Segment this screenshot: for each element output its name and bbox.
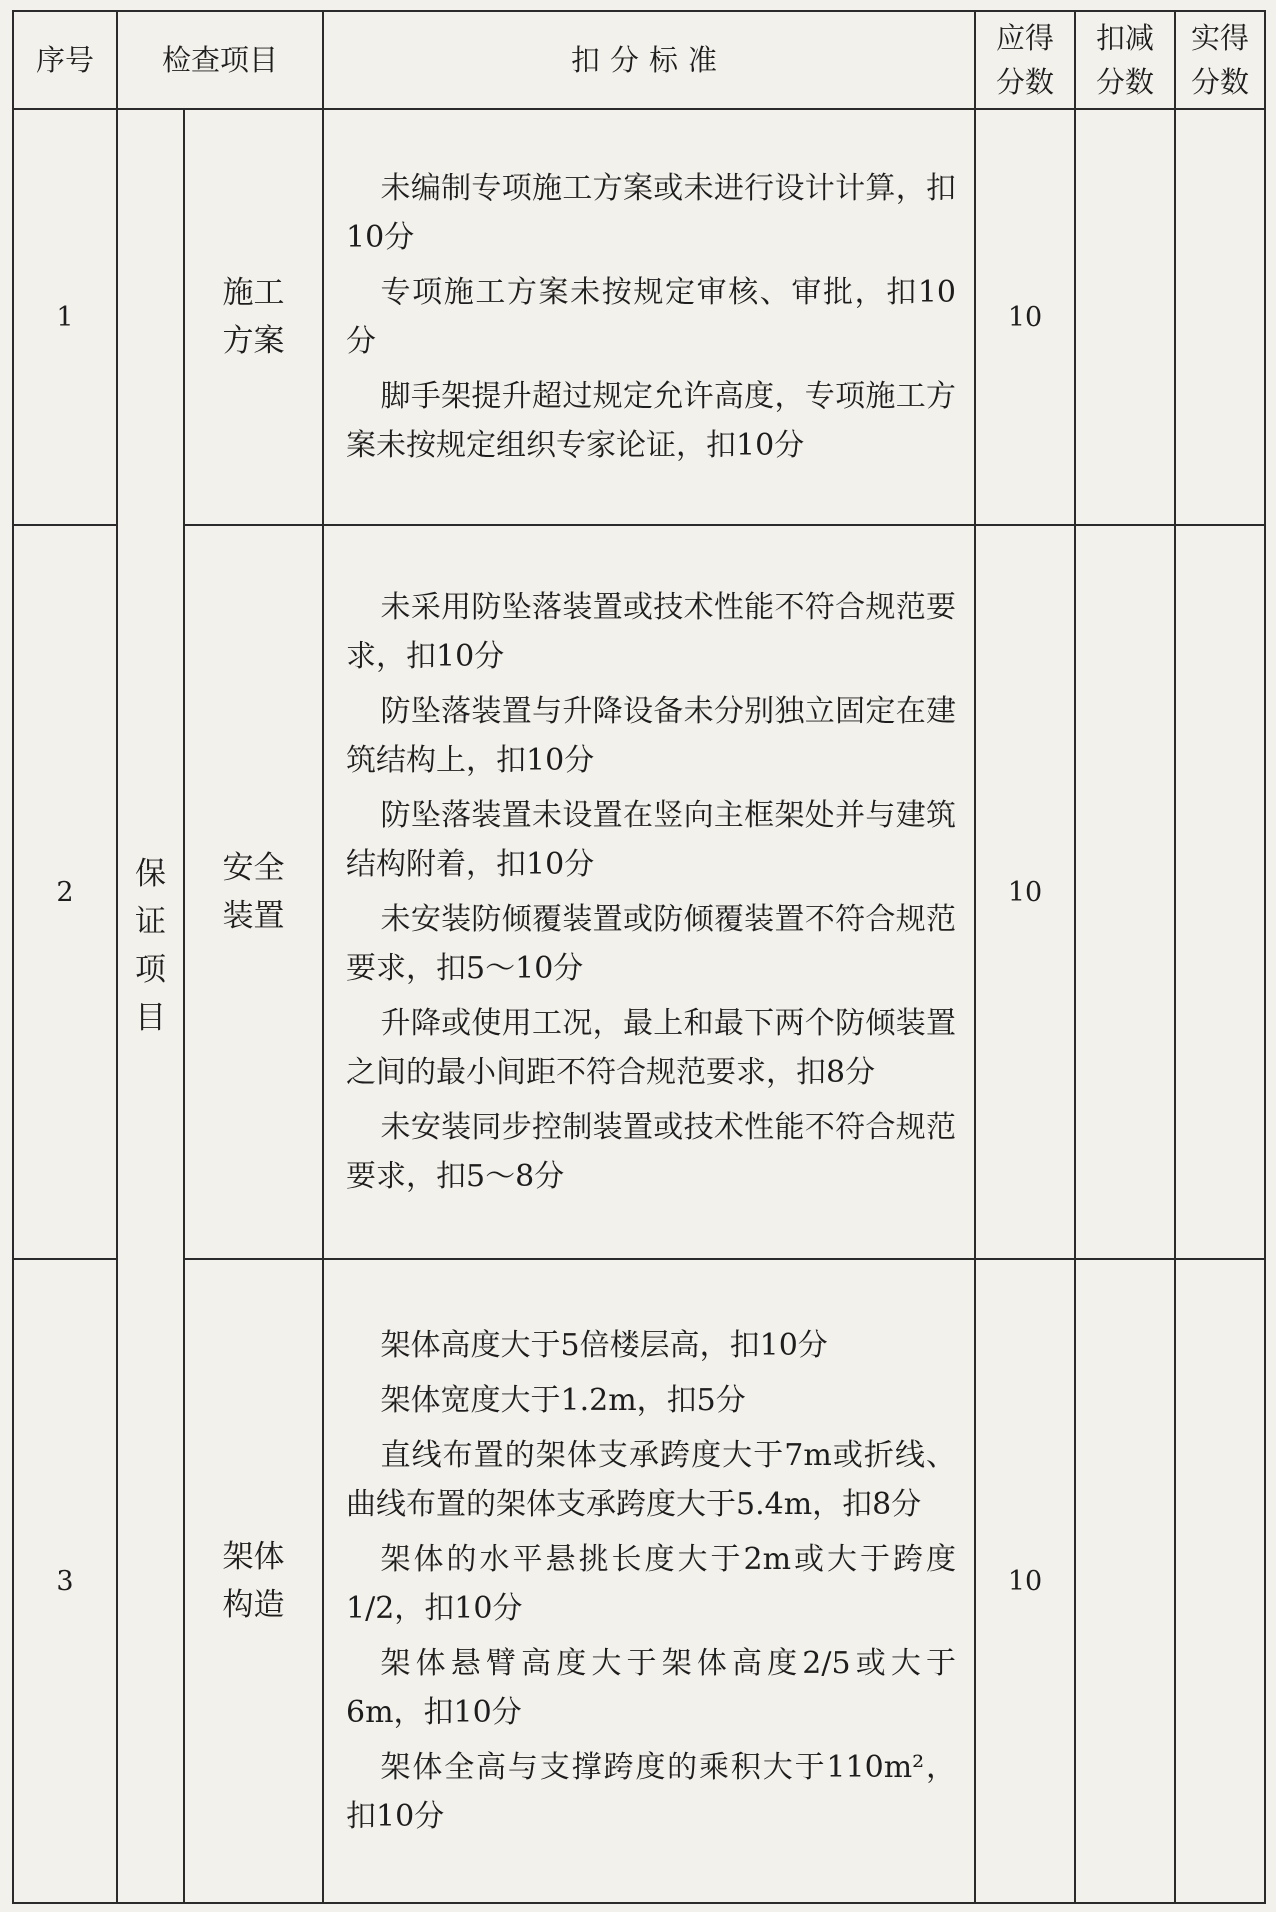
deduct-score-cell [1075, 1259, 1175, 1903]
group-label-cell [117, 109, 184, 1903]
group-label: 保证项目 [134, 856, 166, 1036]
check-item-cell [184, 525, 323, 1259]
table-row [13, 1259, 1265, 1903]
header-check-item: 检查项目 [117, 11, 323, 109]
actual-score-cell [1175, 1259, 1265, 1903]
check-item-name: 架体构造 [222, 1539, 285, 1623]
criterion-text: 脚手架提升超过规定允许高度，专项施工方案未按规定组织专家论证，扣10分 [346, 379, 957, 463]
table-row [13, 525, 1265, 1259]
actual-score-cell [1175, 109, 1265, 525]
criterion-text: 架体宽度大于1.2m，扣5分 [380, 1383, 746, 1418]
due-score: 10 [975, 109, 1075, 525]
criterion-text: 未编制专项施工方案或未进行设计计算，扣10分 [346, 171, 957, 255]
row-seq: 3 [13, 1259, 117, 1903]
criterion-text: 架体全高与支撑跨度的乘积大于110m²，扣10分 [346, 1750, 957, 1834]
deduct-score-cell [1075, 109, 1175, 525]
check-item-cell [184, 109, 323, 525]
criterion-text: 防坠落装置未设置在竖向主框架处并与建筑结构附着，扣10分 [346, 798, 957, 882]
header-due-score: 应得分数 [975, 11, 1075, 109]
header-actual-score: 实得分数 [1175, 11, 1265, 109]
row-seq: 2 [13, 525, 117, 1259]
header-deduct-score: 扣减分数 [1075, 11, 1175, 109]
criteria-cell [323, 109, 975, 525]
inspection-score-table [12, 10, 1266, 1904]
criterion-text: 未采用防坠落装置或技术性能不符合规范要求，扣10分 [346, 590, 957, 674]
table-row [13, 109, 1265, 525]
criterion-text: 直线布置的架体支承跨度大于7m或折线、曲线布置的架体支承跨度大于5.4m，扣8分 [346, 1438, 957, 1522]
check-item-cell [184, 1259, 323, 1903]
actual-score-cell [1175, 525, 1265, 1259]
check-item-name: 安全装置 [222, 850, 285, 934]
header-seq: 序号 [13, 11, 117, 109]
criterion-text: 架体的水平悬挑长度大于2m或大于跨度1/2，扣10分 [346, 1542, 957, 1626]
check-item-name: 施工方案 [222, 275, 285, 359]
header-standard: 扣分标准 [323, 11, 975, 109]
due-score: 10 [975, 1259, 1075, 1903]
due-score: 10 [975, 525, 1075, 1259]
criterion-text: 未安装同步控制装置或技术性能不符合规范要求，扣5～8分 [346, 1110, 957, 1194]
criteria-cell [323, 1259, 975, 1903]
header-row [13, 11, 1265, 109]
criterion-text: 未安装防倾覆装置或防倾覆装置不符合规范要求，扣5～10分 [346, 902, 957, 986]
criterion-text: 防坠落装置与升降设备未分别独立固定在建筑结构上，扣10分 [346, 694, 957, 778]
criteria-cell [323, 525, 975, 1259]
criterion-text: 架体高度大于5倍楼层高，扣10分 [380, 1328, 828, 1363]
criterion-text: 专项施工方案未按规定审核、审批，扣10分 [346, 275, 957, 359]
criterion-text: 架体悬臂高度大于架体高度2/5或大于6m，扣10分 [346, 1646, 957, 1730]
deduct-score-cell [1075, 525, 1175, 1259]
criterion-text: 升降或使用工况，最上和最下两个防倾装置之间的最小间距不符合规范要求，扣8分 [346, 1006, 957, 1090]
row-seq: 1 [13, 109, 117, 525]
